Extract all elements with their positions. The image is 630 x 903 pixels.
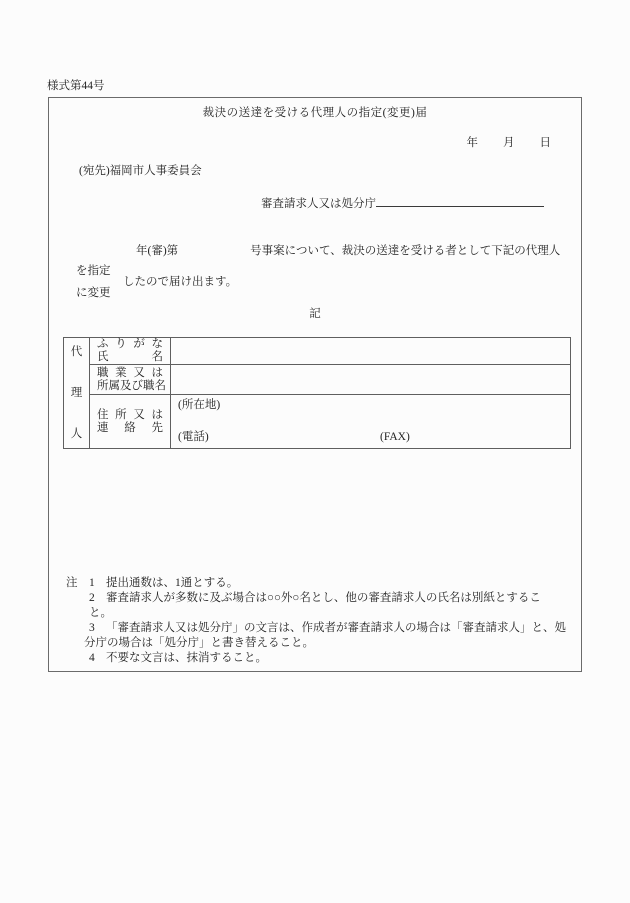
submit-statement: したので届け出ます。 [123, 276, 238, 288]
note-line [66, 621, 574, 636]
option-change: に変更 [76, 287, 111, 299]
note-line [66, 576, 574, 591]
date-line [467, 136, 552, 150]
occupation-label-line1: 職 業 又 は [97, 366, 163, 379]
record-mark: 記 [309, 308, 321, 320]
name-label: 氏 名 [97, 351, 163, 363]
case-statement-line [136, 244, 560, 258]
address-label-line1: 住 所 又 は [97, 408, 163, 421]
note-text: 「審査請求人又は処分庁」の文言は、作成者が審査請求人の場合は「審査請求人」と、処 [106, 622, 566, 634]
occupation-label-line2: 所 属 及 び 職 名 [97, 379, 166, 392]
role-char-1: 代 [70, 346, 83, 358]
note-text: と。 [89, 607, 112, 619]
fax-label: (FAX) [380, 431, 410, 443]
note-text: 不要な文言は、抹消すること。 [106, 652, 267, 664]
address-label-cell [90, 395, 171, 448]
note-text: 審査請求人が多数に及ぶ場合は○○外○名とし、他の審査請求人の氏名は別紙とするこ [106, 592, 541, 604]
note-text: 分庁の場合は「処分庁」と書き替えること。 [84, 637, 314, 649]
name-value-cell [171, 338, 570, 365]
recipient-line: (宛先)福岡市人事委員会 [79, 165, 202, 177]
address-value-cell [171, 395, 570, 448]
notes-marker-spacer [66, 591, 89, 606]
requester-label: 審査請求人又は処分庁 [261, 198, 376, 210]
case-suffix: 号事案について、裁決の送達を受ける者として下記の代理人 [250, 245, 561, 257]
notes-marker-spacer [66, 621, 89, 636]
address-label-line2: 連 絡 先 [97, 421, 163, 434]
note-text: 提出通数は、1通とする。 [106, 577, 239, 589]
option-designate: を指定 [76, 265, 111, 277]
form-title: 裁決の送達を受ける代理人の指定(変更)届 [202, 107, 428, 119]
case-prefix: 年(審)第 [136, 245, 179, 257]
phone-label: (電話) [178, 431, 209, 443]
date-day-label: 日 [539, 137, 551, 149]
note-line [66, 591, 574, 606]
note-line-continuation [66, 606, 574, 621]
form-border-box [48, 97, 582, 672]
note-line-continuation [66, 636, 574, 651]
notes-marker-spacer [66, 651, 89, 666]
form-number: 様式第44号 [47, 80, 105, 92]
note-line [66, 651, 574, 666]
notes-block [66, 576, 574, 666]
notes-marker: 注 [66, 577, 78, 589]
furigana-label: ふ り が な [97, 338, 163, 350]
note-number: 1 [89, 577, 95, 589]
occupation-value-cell [171, 365, 570, 395]
role-char-2: 理 [70, 387, 83, 399]
requester-fill-line [376, 194, 544, 207]
note-number: 2 [89, 592, 95, 604]
location-label: (所在地) [178, 399, 221, 411]
note-number: 3 [89, 622, 95, 634]
agent-table [63, 337, 571, 449]
date-year-label: 年 [466, 137, 478, 149]
occupation-label-cell [90, 365, 171, 395]
date-month-label: 月 [503, 137, 515, 149]
requester-line [261, 194, 544, 211]
note-number: 4 [89, 652, 95, 664]
role-char-3: 人 [70, 428, 83, 440]
name-label-cell [90, 338, 171, 365]
agent-role-header [64, 338, 90, 448]
